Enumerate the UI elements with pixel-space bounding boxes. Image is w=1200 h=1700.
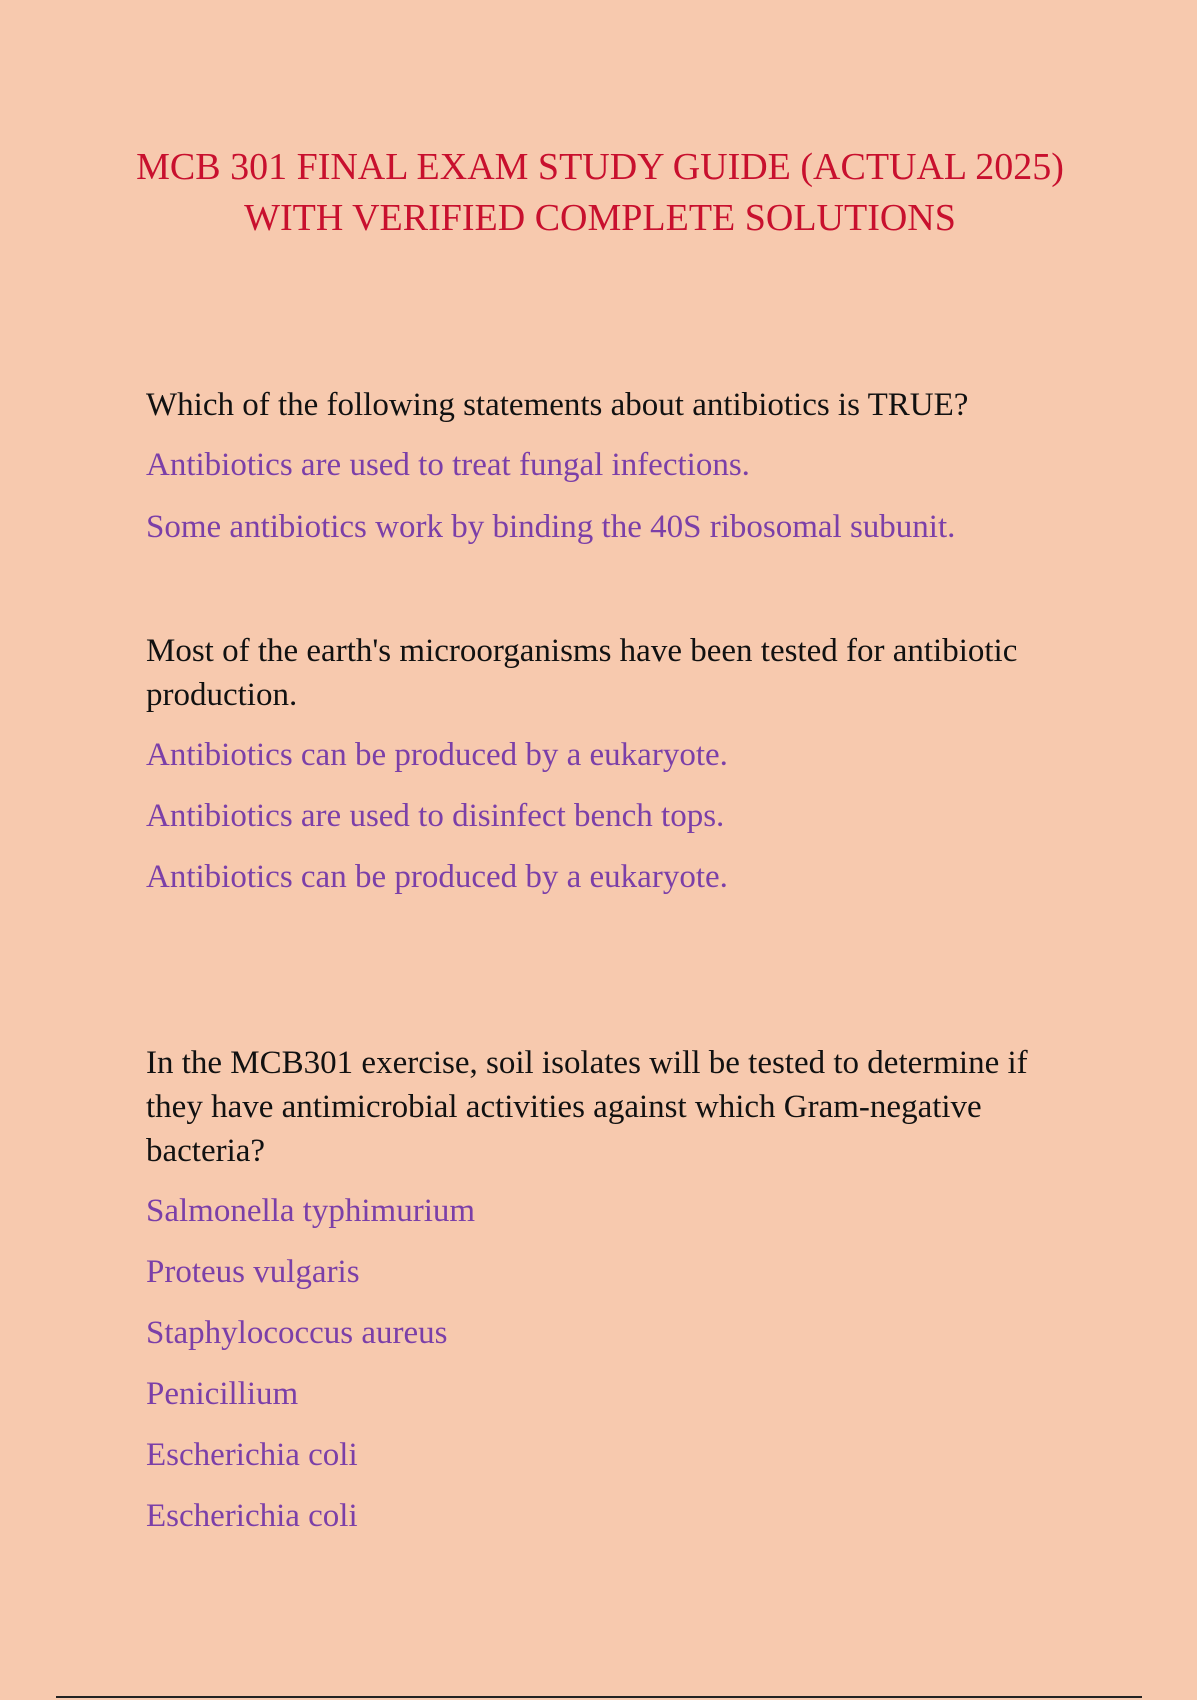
document-title: MCB 301 FINAL EXAM STUDY GUIDE (ACTUAL 2025) WITH VERIFIED COMPLETE SOLUTIONS (136, 146, 1064, 239)
answer-text: Some antibiotics work by binding the 40S ribosomal subunit. (146, 509, 956, 545)
answer-text: Escherichia coli (146, 1498, 358, 1534)
question-text: Which of the following statements about antibiotics is TRUE? (146, 387, 969, 423)
answer-text: Penicillium (146, 1376, 299, 1412)
bottom-divider (56, 1696, 1142, 1698)
answer-text: Escherichia coli (146, 1437, 358, 1473)
answer-text: Proteus vulgaris (146, 1254, 360, 1290)
question-text: In the MCB301 exercise, soil isolates will be tested to determine if they have antimicrobial activities against which Gram-negative bacteria? (146, 1045, 1028, 1169)
question-text: Most of the earth's microorganisms have been tested for antibiotic production. (146, 633, 1018, 713)
answer-text: Salmonella typhimurium (146, 1193, 476, 1229)
answer-text: Antibiotics are used to treat fungal infections. (146, 447, 750, 483)
answer-text: Antibiotics can be produced by a eukaryote. (146, 859, 728, 895)
answer-text: Antibiotics can be produced by a eukaryote. (146, 737, 728, 773)
question-block (146, 1041, 1086, 1538)
answer-text: Antibiotics are used to disinfect bench tops. (146, 798, 725, 834)
answer-text: Staphylococcus aureus (146, 1315, 448, 1351)
question-block (146, 629, 1086, 899)
question-block (146, 383, 1086, 549)
